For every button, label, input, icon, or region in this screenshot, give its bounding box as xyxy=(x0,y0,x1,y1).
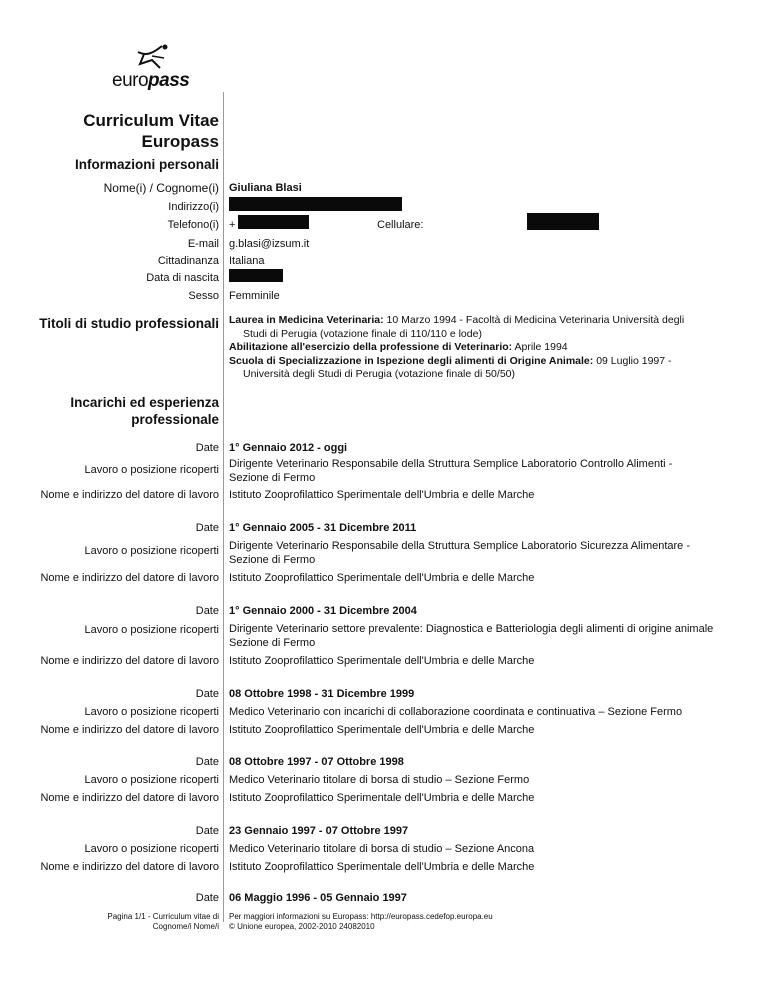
entry-employer: Istituto Zooprofilattico Sperimentale dell'Umbria e delle Marche xyxy=(229,724,535,736)
date-label: Date xyxy=(195,825,219,837)
experience-heading: Incarichi ed esperienza professionale xyxy=(70,395,219,427)
education-item: Abilitazione all'esercizio della professione di Veterinario: Aprile 1994 xyxy=(229,341,568,353)
sex-value: Femminile xyxy=(229,290,280,302)
education-item: Scuola di Specializzazione in Ispezione degli alimenti di Origine Animale: 09 Luglio 1997 - xyxy=(229,354,672,367)
date-label: Date xyxy=(195,892,219,904)
name-value: Giuliana Blasi xyxy=(229,182,302,194)
education-item-cont: Università degli Studi di Perugia (votazione finale di 50/50) xyxy=(243,368,515,380)
redacted-mobile xyxy=(527,213,599,230)
europass-wordmark: europass xyxy=(112,70,190,91)
position-label: Lavoro o posizione ricoperti xyxy=(84,843,219,855)
employer-label: Nome e indirizzo del datore di lavoro xyxy=(40,792,219,804)
entry-position: Medico Veterinario titolare di borsa di studio – Sezione Ancona xyxy=(229,843,535,855)
entry-date: 23 Gennaio 1997 - 07 Ottobre 1997 xyxy=(229,825,409,837)
citizenship-value: Italiana xyxy=(229,255,265,267)
employer-label: Nome e indirizzo del datore di lavoro xyxy=(40,861,219,873)
position-label: Lavoro o posizione ricoperti xyxy=(84,774,219,786)
employer-label: Nome e indirizzo del datore di lavoro xyxy=(40,655,219,667)
address-label: Indirizzo(i) xyxy=(168,201,219,213)
entry-employer: Istituto Zooprofilattico Sperimentale dell'Umbria e delle Marche xyxy=(229,572,535,584)
position-label: Lavoro o posizione ricoperti xyxy=(84,624,219,636)
redacted-birthdate xyxy=(229,269,283,282)
name-label: Nome(i) / Cognome(i) xyxy=(103,181,219,195)
phone-label: Telefono(i) xyxy=(167,219,219,231)
europass-figure-icon xyxy=(132,42,172,72)
entry-position: Medico Veterinario con incarichi di collaborazione coordinata e continuativa – Sezione Fermo xyxy=(229,706,683,718)
entry-date: 1° Gennaio 2000 - 31 Dicembre 2004 xyxy=(229,605,417,617)
entry-employer: Istituto Zooprofilattico Sperimentale dell'Umbria e delle Marche xyxy=(229,655,535,667)
entry-date: 06 Maggio 1996 - 05 Gennaio 1997 xyxy=(229,892,407,904)
education-item-cont: Studi di Perugia (votazione finale di 110/110 e lode) xyxy=(243,327,482,340)
date-label: Date xyxy=(195,688,219,700)
date-label: Date xyxy=(195,756,219,768)
education-heading: Titoli di studio professionali xyxy=(39,316,219,331)
date-label: Date xyxy=(195,522,219,534)
position-label: Lavoro o posizione ricoperti xyxy=(84,545,219,557)
entry-date: 1° Gennaio 2012 - oggi xyxy=(229,442,348,454)
personal-info-heading: Informazioni personali xyxy=(74,157,219,172)
entry-employer: Istituto Zooprofilattico Sperimentale dell'Umbria e delle Marche xyxy=(229,861,535,873)
entry-position: Dirigente Veterinario Responsabile della Struttura Semplice Laboratorio Sicurezza Alimentare - Sezione di Fermo xyxy=(229,540,691,566)
europass-logo xyxy=(108,42,228,102)
entry-position: Dirigente Veterinario settore prevalente: Diagnostica e Batteriologia degli alimenti di origine animale Sezione di Fermo xyxy=(229,623,714,649)
entry-position: Medico Veterinario titolare di borsa di studio – Sezione Fermo xyxy=(229,774,530,786)
date-label: Date xyxy=(195,605,219,617)
sex-label: Sesso xyxy=(188,290,219,302)
entry-date: 08 Ottobre 1998 - 31 Dicembre 1999 xyxy=(229,688,415,700)
footer-right: Per maggiori informazioni su Europass: http://europass.cedefop.europa.eu © Unione europea, 2002-2010 24082010 xyxy=(229,912,493,931)
redacted-address xyxy=(229,197,402,211)
education-item: Laurea in Medicina Veterinaria: 10 Marzo 1994 - Facoltà di Medicina Veterinaria Università degli xyxy=(229,314,685,326)
education-list xyxy=(229,314,715,382)
citizenship-label: Cittadinanza xyxy=(157,255,219,267)
date-label: Date xyxy=(195,442,219,454)
column-divider xyxy=(223,92,224,922)
redacted-phone xyxy=(238,215,309,229)
mobile-label: Cellulare: xyxy=(377,219,424,231)
position-label: Lavoro o posizione ricoperti xyxy=(84,464,219,476)
email-value: g.blasi@izsum.it xyxy=(229,238,310,250)
employer-label: Nome e indirizzo del datore di lavoro xyxy=(40,489,219,501)
footer-left: Pagina 1/1 - Curriculum vitae di Cognome/i Nome/i xyxy=(107,912,219,931)
position-label: Lavoro o posizione ricoperti xyxy=(84,706,219,718)
entry-employer: Istituto Zooprofilattico Sperimentale dell'Umbria e delle Marche xyxy=(229,792,535,804)
entry-date: 08 Ottobre 1997 - 07 Ottobre 1998 xyxy=(229,756,404,768)
entry-position: Dirigente Veterinario Responsabile della Struttura Semplice Laboratorio Controllo Alimenti - Sezione di Fermo xyxy=(229,458,673,484)
employer-label: Nome e indirizzo del datore di lavoro xyxy=(40,572,219,584)
phone-prefix: + xyxy=(229,219,236,231)
entry-employer: Istituto Zooprofilattico Sperimentale dell'Umbria e delle Marche xyxy=(229,489,535,501)
email-label: E-mail xyxy=(187,238,219,250)
cv-title: Curriculum Vitae Europass xyxy=(83,111,219,151)
employer-label: Nome e indirizzo del datore di lavoro xyxy=(40,724,219,736)
entry-date: 1° Gennaio 2005 - 31 Dicembre 2011 xyxy=(229,522,417,534)
birth-label: Data di nascita xyxy=(146,272,219,284)
